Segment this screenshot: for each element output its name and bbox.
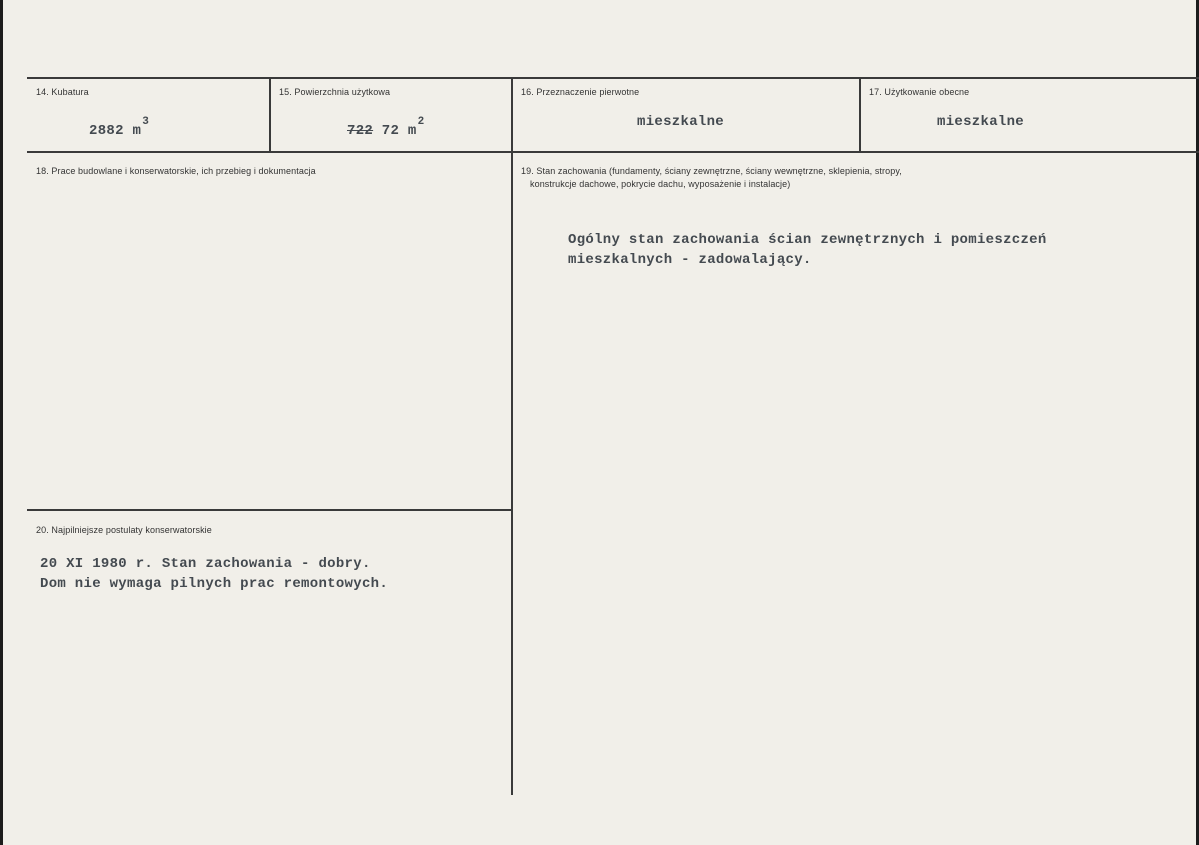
field-15-value <box>347 112 425 141</box>
field-20-text-line-1: 20 XI 1980 r. Stan zachowania - dobry. <box>40 556 371 572</box>
field-16-value: mieszkalne <box>637 114 725 130</box>
field-15-label: 15. Powierzchnia użytkowa <box>279 87 391 97</box>
field-17-label: 17. Użytkowanie obecne <box>869 87 970 97</box>
field-16-label: 16. Przeznaczenie pierwotne <box>521 87 640 97</box>
col-divider-2 <box>511 77 513 795</box>
field-19-label-line-2: konstrukcje dachowe, pokrycie dachu, wyposażenie i instalacje) <box>530 179 791 189</box>
field-19-text-line-1: Ogólny stan zachowania ścian zewnętrznych i pomieszczeń <box>568 232 1047 248</box>
kubatura-value: 2882 m <box>89 123 142 139</box>
field-19-label-line-1: 19. Stan zachowania (fundamenty, ściany zewnętrzne, ściany wewnętrzne, sklepienia, stropy, <box>521 166 902 176</box>
field-14-value <box>89 112 149 141</box>
struck-value: 722 <box>347 123 374 139</box>
field-14-label: 14. Kubatura <box>36 87 89 97</box>
field-19-text-line-2: mieszkalnych - zadowalający. <box>568 252 812 268</box>
section-divider <box>27 509 511 511</box>
col-divider-3 <box>859 77 861 153</box>
field-20-text-line-2: Dom nie wymaga pilnych prac remontowych. <box>40 576 389 592</box>
field-18-label: 18. Prace budowlane i konserwatorskie, ich przebieg i dokumentacja <box>36 166 316 176</box>
col-divider-1 <box>269 77 271 153</box>
kubatura-unit-exponent: 3 <box>142 116 150 128</box>
field-17-value: mieszkalne <box>937 114 1025 130</box>
field-20-label: 20. Najpilniejsze postulaty konserwatorskie <box>36 525 212 535</box>
area-unit-exponent: 2 <box>417 116 425 128</box>
area-value: 72 m <box>373 123 417 139</box>
row-divider <box>27 151 1199 153</box>
top-rule <box>27 77 1199 79</box>
